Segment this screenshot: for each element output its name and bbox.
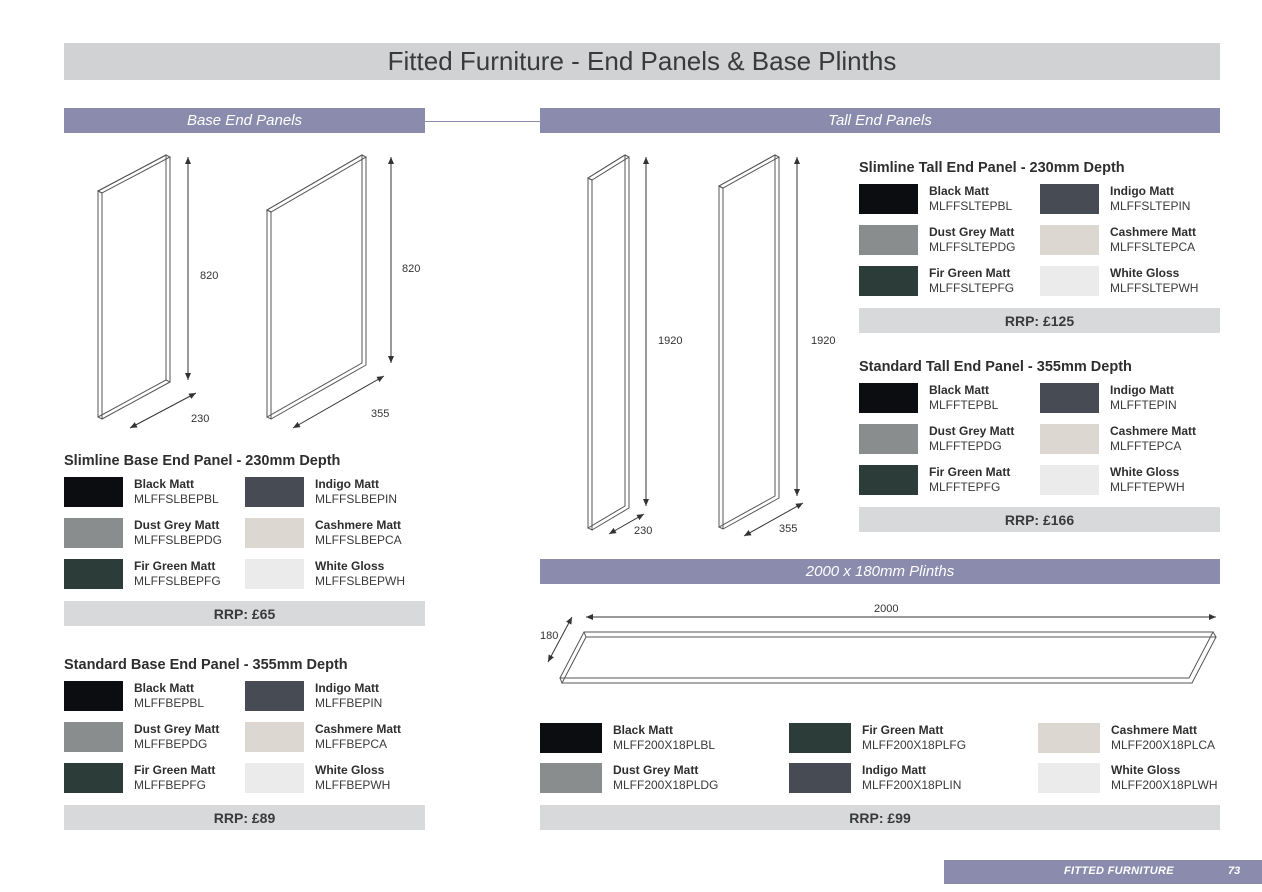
swatch-name: Indigo Matt xyxy=(862,763,926,777)
swatch-item xyxy=(1038,723,1221,753)
swatch-fir-green xyxy=(859,266,918,296)
swatch-code: MLFF200X18PLWH xyxy=(1111,778,1218,792)
swatch-name: Cashmere Matt xyxy=(315,518,402,532)
swatch-code: MLFFSLBEPCA xyxy=(315,533,402,547)
swatch-name: Fir Green Matt xyxy=(134,559,216,573)
std-base-panel-drawing xyxy=(267,155,366,419)
swatch-name: Black Matt xyxy=(929,184,990,198)
swatch-cashmere xyxy=(1040,225,1099,255)
rrp-bar-std-tall: RRP: £166 xyxy=(859,507,1220,532)
swatch-item xyxy=(245,477,426,507)
swatch-name: Black Matt xyxy=(613,723,674,737)
swatch-item xyxy=(245,559,426,589)
swatch-code: MLFFTEPIN xyxy=(1110,398,1177,412)
swatch-item xyxy=(1040,266,1221,296)
swatch-name: Fir Green Matt xyxy=(134,763,216,777)
slim-tall-panel-drawing xyxy=(588,155,629,530)
swatch-code: MLFFSLBEPWH xyxy=(315,574,406,588)
swatch-black xyxy=(64,681,123,711)
swatch-white xyxy=(245,763,304,793)
swatch-code: MLFFTEPWH xyxy=(1110,480,1185,494)
swatch-black xyxy=(64,477,123,507)
swatch-dust-grey xyxy=(859,424,918,454)
page-number: 73 xyxy=(1228,865,1241,877)
swatch-item xyxy=(245,681,426,711)
std-tall-panel-drawing xyxy=(719,155,779,529)
swatch-fir-green xyxy=(64,559,123,589)
swatch-grid-slim-base xyxy=(64,477,426,589)
swatch-code: MLFF200X18PLBL xyxy=(613,738,716,752)
swatch-code: MLFFBEPWH xyxy=(315,778,391,792)
swatch-code: MLFFTEPFG xyxy=(929,480,1001,494)
swatch-cashmere xyxy=(1038,723,1100,753)
swatch-code: MLFFSLBEPIN xyxy=(315,492,398,506)
swatch-code: MLFFBEPIN xyxy=(315,696,383,710)
swatch-code: MLFFSLTEPFG xyxy=(929,281,1015,295)
swatch-item xyxy=(859,184,1040,214)
swatch-grid-std-base xyxy=(64,681,426,793)
swatch-name: Cashmere Matt xyxy=(1110,225,1197,239)
swatch-black xyxy=(859,383,918,413)
swatch-code: MLFF200X18PLDG xyxy=(613,778,719,792)
swatch-item xyxy=(245,763,426,793)
rrp-bar-std-base: RRP: £89 xyxy=(64,805,425,830)
swatch-item xyxy=(64,559,245,589)
section-header-plinths: 2000 x 180mm Plinths xyxy=(540,559,1220,584)
swatch-name: Dust Grey Matt xyxy=(929,424,1015,438)
swatch-grid-plinths xyxy=(540,723,1221,793)
swatch-code: MLFFSLBEPFG xyxy=(134,574,221,588)
swatch-grid-std-tall xyxy=(859,383,1221,495)
dim-label: 180 xyxy=(540,630,559,642)
rrp-bar-slim-base: RRP: £65 xyxy=(64,601,425,626)
product-title-slim-base: Slimline Base End Panel - 230mm Depth xyxy=(64,453,341,469)
swatch-name: Dust Grey Matt xyxy=(929,225,1015,239)
swatch-name: White Gloss xyxy=(315,763,385,777)
swatch-item xyxy=(245,722,426,752)
swatch-name: Dust Grey Matt xyxy=(134,518,220,532)
swatch-code: MLFFSLTEPDG xyxy=(929,240,1016,254)
plinth-drawing xyxy=(560,632,1216,683)
swatch-code: MLFFBEPBL xyxy=(134,696,205,710)
swatch-indigo xyxy=(789,763,851,793)
swatch-name: Dust Grey Matt xyxy=(134,722,220,736)
swatch-black xyxy=(859,184,918,214)
swatch-code: MLFFBEPCA xyxy=(315,737,388,751)
swatch-fir-green xyxy=(859,465,918,495)
swatch-code: MLFFBEPDG xyxy=(134,737,208,751)
swatch-name: White Gloss xyxy=(1110,266,1180,280)
product-title-std-base: Standard Base End Panel - 355mm Depth xyxy=(64,657,348,673)
swatch-dust-grey xyxy=(540,763,602,793)
dim-label: 230 xyxy=(634,525,653,537)
swatch-code: MLFFSLTEPWH xyxy=(1110,281,1199,295)
swatch-item xyxy=(1040,184,1221,214)
swatch-name: White Gloss xyxy=(315,559,385,573)
swatch-indigo xyxy=(1040,383,1099,413)
swatch-item xyxy=(1040,383,1221,413)
swatch-code: MLFFTEPDG xyxy=(929,439,1002,453)
swatch-dust-grey xyxy=(64,518,123,548)
swatch-black xyxy=(540,723,602,753)
dim-label: 355 xyxy=(779,523,798,535)
swatch-cashmere xyxy=(245,518,304,548)
dim-label: 1920 xyxy=(658,335,683,347)
swatch-indigo xyxy=(1040,184,1099,214)
swatch-indigo xyxy=(245,477,304,507)
swatch-code: MLFFSLTEPIN xyxy=(1110,199,1191,213)
swatch-item xyxy=(859,465,1040,495)
swatch-code: MLFFSLTEPCA xyxy=(1110,240,1196,254)
swatch-item xyxy=(1040,424,1221,454)
slim-base-panel-drawing xyxy=(98,155,170,419)
swatch-fir-green xyxy=(789,723,851,753)
swatch-item xyxy=(64,477,245,507)
dim-label: 820 xyxy=(200,270,219,282)
rrp-bar-plinths: RRP: £99 xyxy=(540,805,1220,830)
swatch-item xyxy=(64,518,245,548)
swatch-item xyxy=(789,763,1038,793)
swatch-item xyxy=(859,225,1040,255)
swatch-item xyxy=(1040,465,1221,495)
swatch-item xyxy=(64,763,245,793)
dim-label: 2000 xyxy=(874,603,899,615)
swatch-white xyxy=(1038,763,1100,793)
swatch-code: MLFFBEPFG xyxy=(134,778,207,792)
product-title-std-tall: Standard Tall End Panel - 355mm Depth xyxy=(859,359,1132,375)
swatch-item xyxy=(1038,763,1221,793)
swatch-name: Fir Green Matt xyxy=(929,266,1011,280)
dim-label: 1920 xyxy=(811,335,836,347)
dim-label: 355 xyxy=(371,408,390,420)
swatch-name: Dust Grey Matt xyxy=(613,763,699,777)
page-footer xyxy=(944,860,1262,884)
swatch-white xyxy=(245,559,304,589)
swatch-name: Indigo Matt xyxy=(1110,383,1174,397)
swatch-code: MLFFSLTEPBL xyxy=(929,199,1013,213)
swatch-white xyxy=(1040,465,1099,495)
swatch-name: Indigo Matt xyxy=(1110,184,1174,198)
swatch-name: Cashmere Matt xyxy=(315,722,402,736)
swatch-dust-grey xyxy=(859,225,918,255)
swatch-code: MLFFTEPCA xyxy=(1110,439,1182,453)
swatch-cashmere xyxy=(245,722,304,752)
swatch-item xyxy=(64,722,245,752)
swatch-code: MLFFSLBEPBL xyxy=(134,492,219,506)
swatch-code: MLFFTEPBL xyxy=(929,398,999,412)
swatch-name: Cashmere Matt xyxy=(1110,424,1197,438)
swatch-item xyxy=(64,681,245,711)
swatch-code: MLFF200X18PLCA xyxy=(1111,738,1216,752)
swatch-code: MLFF200X18PLIN xyxy=(862,778,962,792)
swatch-name: Black Matt xyxy=(134,477,195,491)
swatch-item xyxy=(859,383,1040,413)
swatch-cashmere xyxy=(1040,424,1099,454)
swatch-item xyxy=(245,518,426,548)
section-header-tall-end-panels: Tall End Panels xyxy=(540,108,1220,133)
page-title: Fitted Furniture - End Panels & Base Plinths xyxy=(64,43,1220,80)
swatch-name: Fir Green Matt xyxy=(929,465,1011,479)
section-header-base-end-panels: Base End Panels xyxy=(64,108,425,133)
swatch-name: Black Matt xyxy=(929,383,990,397)
dim-label: 230 xyxy=(191,413,210,425)
swatch-name: Cashmere Matt xyxy=(1111,723,1198,737)
swatch-grid-slim-tall xyxy=(859,184,1221,296)
swatch-fir-green xyxy=(64,763,123,793)
swatch-item xyxy=(540,723,789,753)
swatch-code: MLFF200X18PLFG xyxy=(862,738,967,752)
swatch-item xyxy=(540,763,789,793)
swatch-code: MLFFSLBEPDG xyxy=(134,533,223,547)
swatch-indigo xyxy=(245,681,304,711)
swatch-name: White Gloss xyxy=(1111,763,1181,777)
swatch-item xyxy=(859,424,1040,454)
swatch-dust-grey xyxy=(64,722,123,752)
swatch-item xyxy=(789,723,1038,753)
swatch-name: Fir Green Matt xyxy=(862,723,944,737)
rrp-bar-slim-tall: RRP: £125 xyxy=(859,308,1220,333)
swatch-name: Black Matt xyxy=(134,681,195,695)
dim-label: 820 xyxy=(402,263,421,275)
swatch-name: White Gloss xyxy=(1110,465,1180,479)
swatch-name: Indigo Matt xyxy=(315,477,379,491)
product-title-slim-tall: Slimline Tall End Panel - 230mm Depth xyxy=(859,160,1125,176)
swatch-item xyxy=(859,266,1040,296)
swatch-white xyxy=(1040,266,1099,296)
footer-label: FITTED FURNITURE xyxy=(1064,865,1174,877)
swatch-item xyxy=(1040,225,1221,255)
swatch-name: Indigo Matt xyxy=(315,681,379,695)
